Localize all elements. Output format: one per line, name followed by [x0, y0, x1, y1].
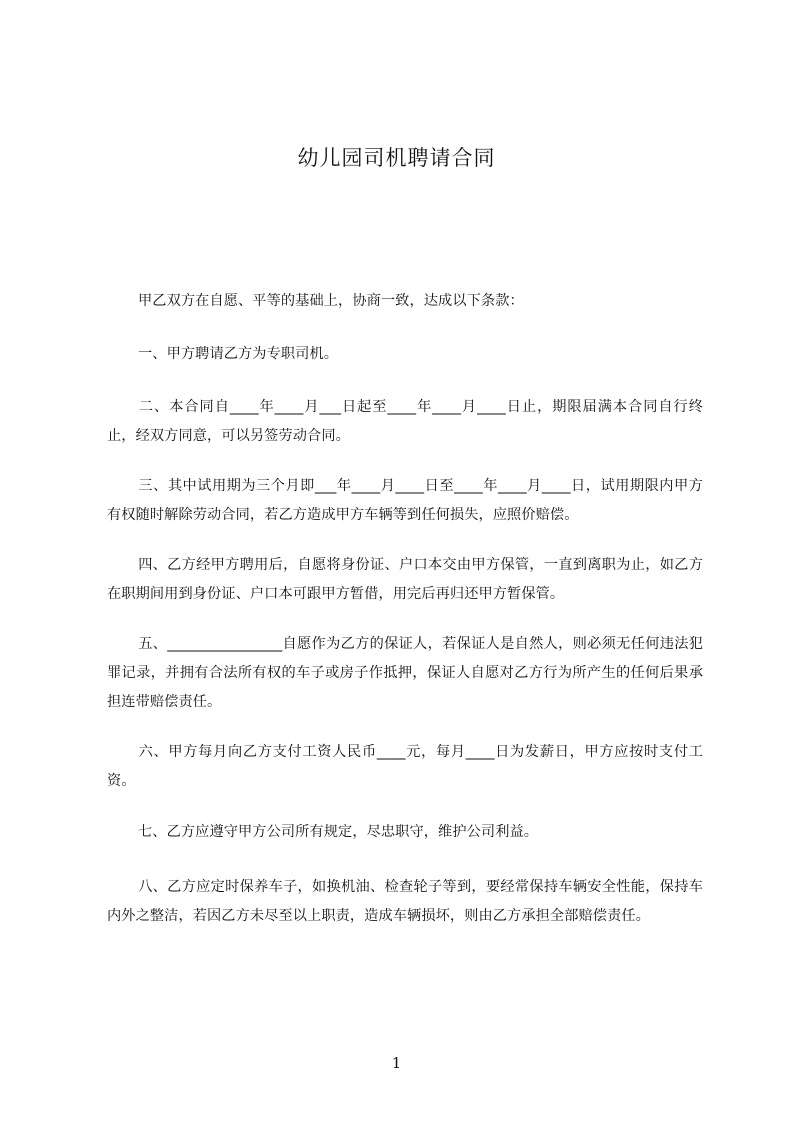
clause-8: 八、乙方应定时保养车子，如换机油、检查轮子等到，要经常保持车辆安全性能，保持车内外之整洁，若因乙方未尽至以上职责，造成车辆损坏，则由乙方承担全部赔偿责任。 — [107, 879, 703, 924]
clause-3: 三、其中试用期为三个月即___年____月____日至____年____月____日，试用期限内甲方有权随时解除劳动合同，若乙方造成甲方车辆等到任何损失，应照价赔偿。 — [107, 478, 703, 523]
page-title: 幼儿园司机聘请合同 — [297, 146, 496, 170]
clause-1: 一、甲方聘请乙方为专职司机。 — [138, 346, 339, 362]
clause-6: 六、甲方每月向乙方支付工资人民币____元，每月____日为发薪日，甲方应按时支付工资。 — [107, 744, 703, 789]
page-number: 1 — [391, 1054, 402, 1072]
intro-paragraph: 甲乙双方在自愿、平等的基础上，协商一致，达成以下条款： — [138, 293, 524, 309]
clause-4: 四、乙方经甲方聘用后，自愿将身份证、户口本交由甲方保管，一直到离职为止，如乙方在职期间用到身份证、户口本可跟甲方暂借，用完后再归还甲方暂保管。 — [107, 557, 703, 602]
clause-2: 二、本合同自____年____月___日起至____年____月____日止，期限届满本合同自行终止，经双方同意，可以另签劳动合同。 — [107, 399, 703, 444]
clause-7: 七、乙方应遵守甲方公司所有规定，尽忠职守，维护公司利益。 — [138, 824, 539, 840]
clause-5: 五、________________自愿作为乙方的保证人，若保证人是自然人，则必须无任何违法犯罪记录，并拥有合法所有权的车子或房子作抵押，保证人自愿对乙方行为所产生的任何后果承担连带赔偿责任。 — [107, 636, 703, 710]
